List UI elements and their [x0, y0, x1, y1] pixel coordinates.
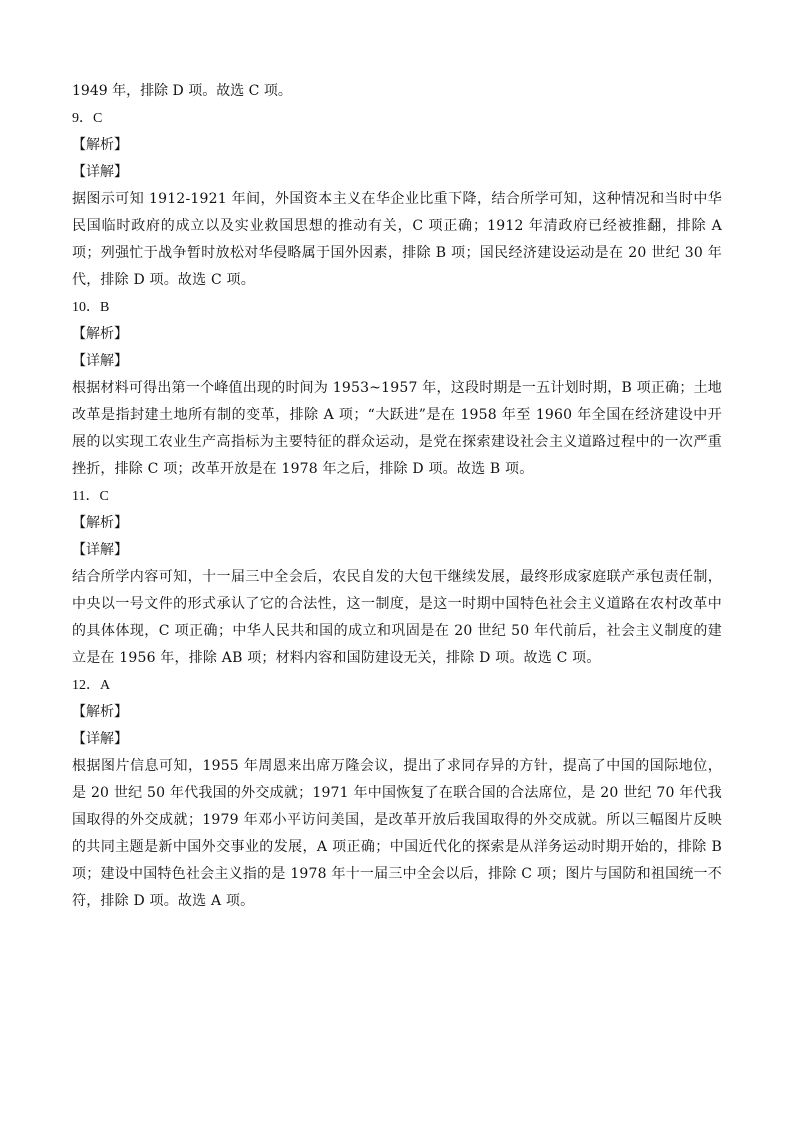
question-12 [72, 672, 722, 915]
detail-label: 【详解】 [72, 353, 128, 369]
question-number: 11．C [72, 489, 109, 504]
question-9 [72, 105, 722, 294]
analysis-label: 【解析】 [72, 326, 128, 342]
detail-paragraph: 根据材料可得出第一个峰值出现的时间为 1953~1957 年，这段时期是一五计划时期，B 项正确；土地改革是指封建土地所有制的变革，排除 A 项；“大跃进”是在 1958 年至 1960 年全国在经济建设中开展的以实现工农业生产高指标为主要特征的群众运动，是党在探索建设社会主义道路过程中的一次严重挫折，排除 C 项；改革开放是在 1978 年之后，排除 D 项。故选 B 项。 [72, 380, 722, 477]
detail-paragraph: 根据图片信息可知，1955 年周恩来出席万隆会议，提出了求同存异的方针，提高了中国的国际地位，是 20 世纪 50 年代我国的外交成就；1971 年中国恢复了在联合国的合法席位，是 20 世纪 70 年代我国取得的外交成就；1979 年邓小平访问美国，是改革开放后我国取得的外交成就。所以三幅图片反映的共同主题是新中国外交事业的发展，A 项正确；中国近代化的探索是从洋务运动时期开始的，排除 B 项；建设中国特色社会主义指的是 1978 年十一届三中全会以后，排除 C 项；图片与国防和祖国统一不符，排除 D 项。故选 A 项。 [72, 758, 722, 909]
detail-label: 【详解】 [72, 731, 128, 747]
question-number: 12．A [72, 678, 111, 693]
continuation-line: 1949 年，排除 D 项。故选 C 项。 [72, 83, 292, 99]
analysis-label: 【解析】 [72, 137, 128, 153]
answer-document [72, 78, 722, 915]
question-10 [72, 294, 722, 483]
question-number: 9．C [72, 111, 103, 126]
detail-paragraph: 据图示可知 1912-1921 年间，外国资本主义在华企业比重下降，结合所学可知，这种情况和当时中华民国临时政府的成立以及实业救国思想的推动有关，C 项正确；1912 年清政府已经被推翻，排除 A 项；列强忙于战争暂时放松对华侵略属于国外因素，排除 B 项；国民经济建设运动是在 20 世纪 30 年代，排除 D 项。故选 C 项。 [72, 191, 722, 288]
detail-paragraph: 结合所学内容可知，十一届三中全会后，农民自发的大包干继续发展，最终形成家庭联产承包责任制，中央以一号文件的形式承认了它的合法性，这一制度，是这一时期中国特色社会主义道路在农村改革中的具体体现，C 项正确；中华人民共和国的成立和巩固是在 20 世纪 50 年代前后，社会主义制度的建立是在 1956 年，排除 AB 项；材料内容和国防建设无关，排除 D 项。故选 C 项。 [72, 569, 722, 666]
detail-label: 【详解】 [72, 542, 128, 558]
question-11 [72, 483, 722, 672]
analysis-label: 【解析】 [72, 704, 128, 720]
analysis-label: 【解析】 [72, 515, 128, 531]
detail-label: 【详解】 [72, 164, 128, 180]
question-number: 10．B [72, 300, 110, 315]
